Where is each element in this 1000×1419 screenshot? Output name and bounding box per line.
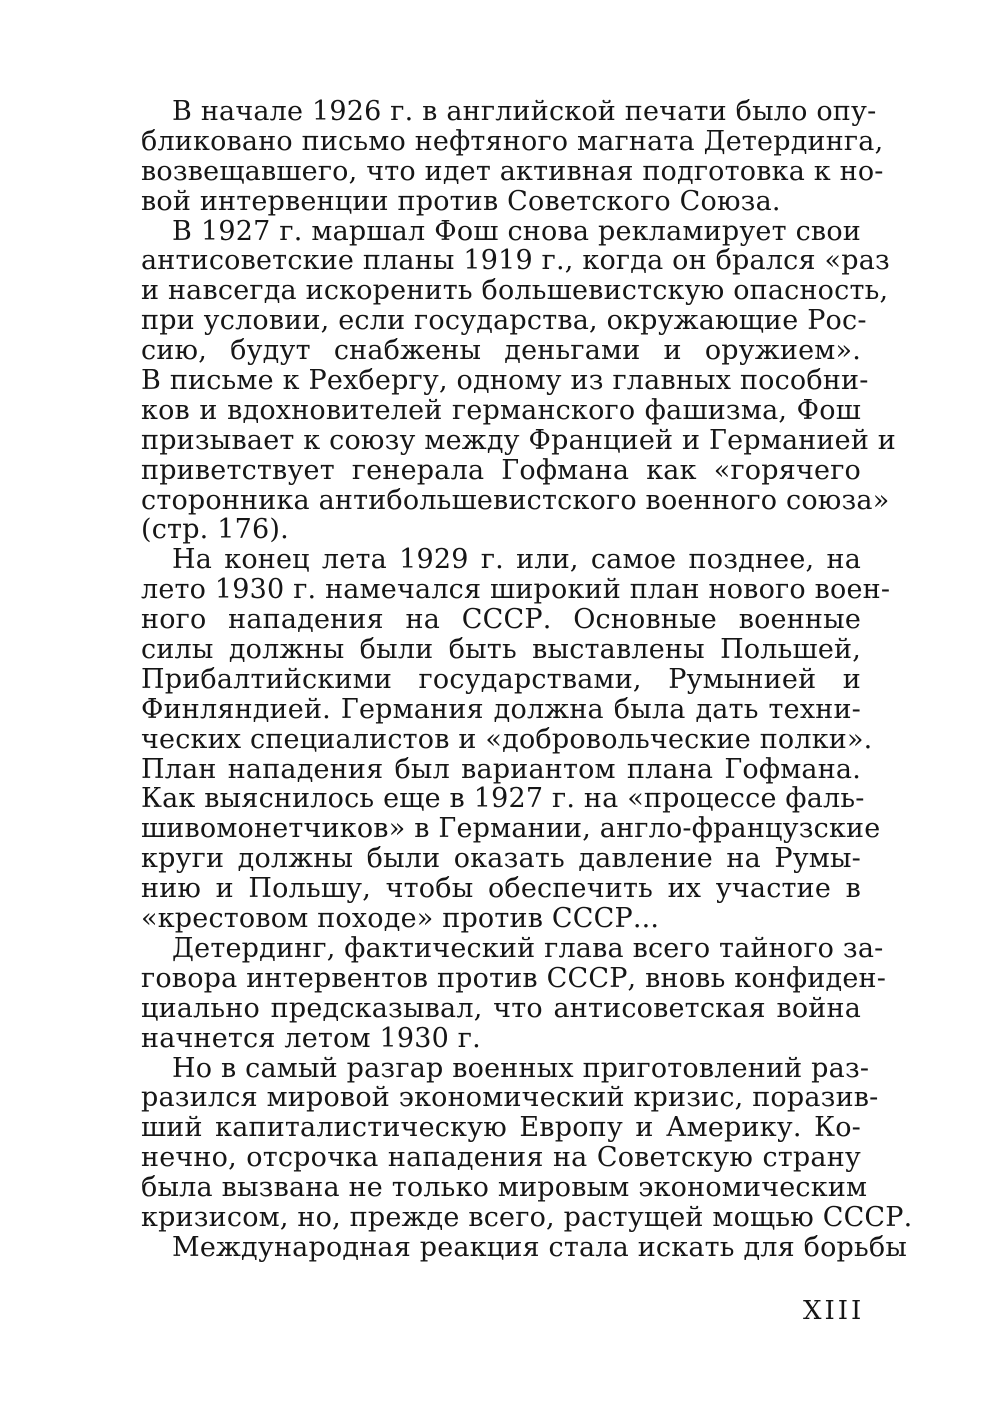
text-line: и навсегда искоренить большевистскую опасность, xyxy=(141,275,889,307)
text-line: кризисом, но, прежде всего, растущей мощью СССР. xyxy=(141,1201,913,1233)
body-text xyxy=(141,96,913,1263)
page-number: XIII xyxy=(803,1296,865,1326)
text-line: (стр. 176). xyxy=(141,514,289,546)
text-line: возвещавшего, что идет активная подготовка к но- xyxy=(141,155,884,187)
text-line: ного нападения на СССР. Основные военные xyxy=(141,604,861,636)
text-line: бликовано письмо нефтяного магната Детердинга, xyxy=(141,125,884,157)
text-line: сию, будут снабжены деньгами и оружием». xyxy=(141,335,861,367)
text-line: была вызвана не только мировым экономическим xyxy=(141,1172,868,1204)
text-line: при условии, если государства, окружающие Рос- xyxy=(141,305,867,337)
text-line: Финляндией. Германия должна была дать техни- xyxy=(141,693,861,725)
text-line: разился мировой экономический кризис, поразив- xyxy=(141,1082,879,1114)
text-line: лето 1930 г. намечался широкий план нового воен- xyxy=(141,574,891,606)
text-line: начнется летом 1930 г. xyxy=(141,1022,481,1054)
text-line: нию и Польшу, чтобы обеспечить их участие в xyxy=(141,873,861,905)
text-line: ков и вдохновителей германского фашизма, Фош xyxy=(141,394,861,426)
text-line: ший капиталистическую Европу и Америку. Ко- xyxy=(141,1112,861,1144)
text-line: В 1927 г. маршал Фош снова рекламирует свои xyxy=(172,215,861,247)
text-line: приветствует генерала Гофмана как «горячего xyxy=(141,454,861,486)
text-line: круги должны были оказать давление на Румы- xyxy=(141,843,861,875)
text-line: нечно, отсрочка нападения на Советскую страну xyxy=(141,1142,861,1174)
text-line: Прибалтийскими государствами, Румынией и xyxy=(141,663,861,695)
text-line: призывает к союзу между Францией и Германией и xyxy=(141,424,896,456)
text-line: ческих специалистов и «добровольческие полки». xyxy=(141,723,873,755)
text-line: сторонника антибольшевистского военного союза» xyxy=(141,484,890,516)
text-line: Детердинг, фактический глава всего тайного за- xyxy=(172,932,884,964)
text-line: силы должны были быть выставлены Польшей, xyxy=(141,634,861,666)
text-line: циально предсказывал, что антисоветская война xyxy=(141,992,861,1024)
text-line: План нападения был вариантом плана Гофмана. xyxy=(141,753,861,785)
text-line: Но в самый разгар военных приготовлений раз- xyxy=(172,1052,870,1084)
text-line: Как выяснилось еще в 1927 г. на «процессе фаль- xyxy=(141,783,865,815)
text-line: шивомонетчиков» в Германии, англо-французские xyxy=(141,813,881,845)
text-line: вой интервенции против Советского Союза. xyxy=(141,185,781,217)
text-line: На конец лета 1929 г. или, самое позднее, на xyxy=(172,544,861,576)
text-line: Международная реакция стала искать для борьбы xyxy=(172,1231,908,1263)
text-line: В письме к Рехбергу, одному из главных пособни- xyxy=(141,365,869,397)
text-line: В начале 1926 г. в английской печати было опу- xyxy=(172,96,877,127)
text-line: говора интервентов против СССР, вновь конфиден- xyxy=(141,962,887,994)
text-line: «крестовом походе» против СССР... xyxy=(141,903,660,935)
text-line: антисоветские планы 1919 г., когда он брался «раз xyxy=(141,245,890,277)
